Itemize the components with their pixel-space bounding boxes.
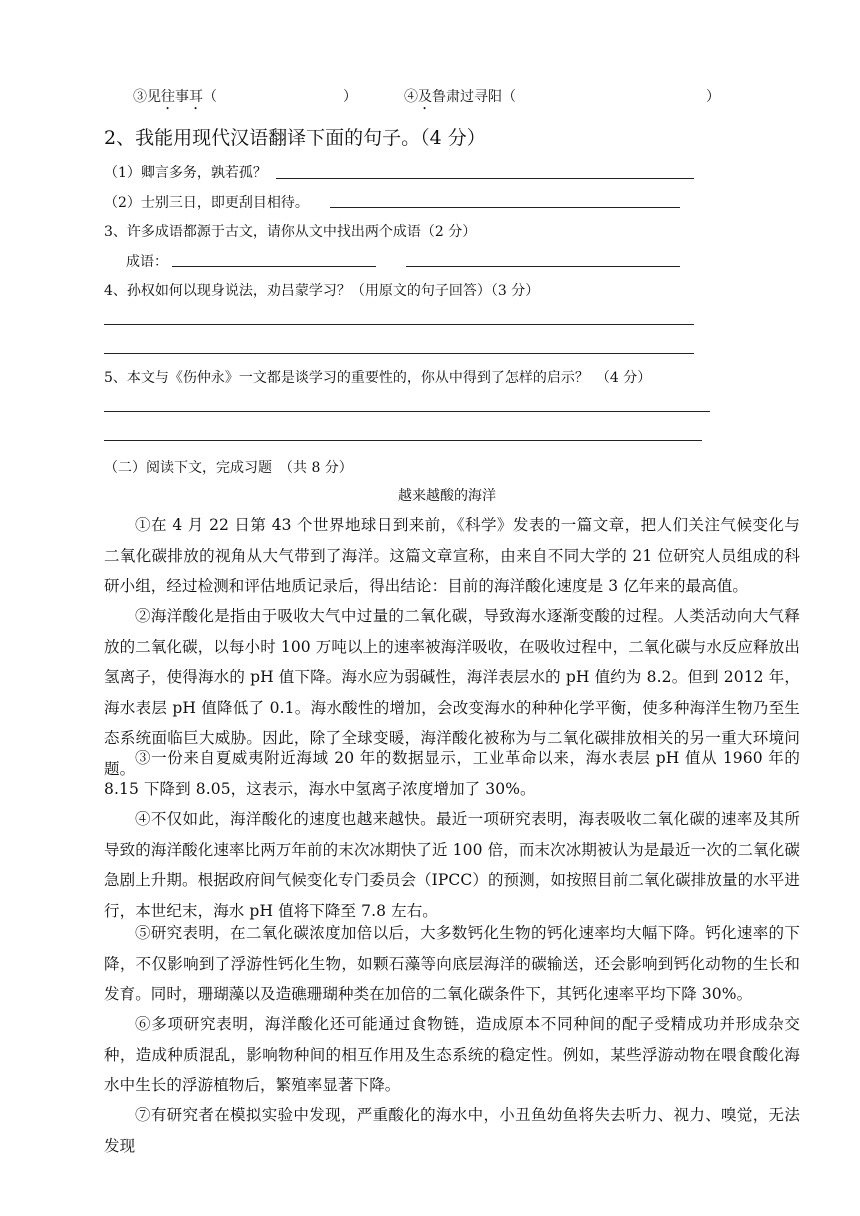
- item-3-paren-open: （: [203, 89, 217, 105]
- article-paragraph-6: ⑥多项研究表明，海洋酸化还可能通过食物链，造成原本不同种间的配子受精成功并形成杂交种，造成种质混乱，影响物种间的相互作用及生态系统的稳定性。例如，某些浮游动物在喂食酸化海水中生长的浮游植物后，繁殖率显著下降。: [104, 1015, 800, 1094]
- item-3-char-plain-b: 事: [175, 89, 189, 105]
- article-paragraph-2: ②海洋酸化是指由于吸收大气中过量的二氧化碳，导致海水逐渐变酸的过程。人类活动向大气释放的二氧化碳，以每小时 100 万吨以上的速率被海洋吸收，在吸收过程中，二氧化碳与水反应释放出氢离子，使得海水的 pH 值下降。海水应为弱碱性，海洋表层水的 pH 值约为 8.2。但到 2012 年，海水表层 pH 值降低了 0.1。海水酸性的增加，会改变海水的种种化学平衡，使多种海洋生物乃至生态系统面临巨大威胁。因此，除了全球变暖，海洋酸化被称为与二氧化碳排放相关的另一重大环境问题。: [104, 607, 800, 778]
- item-4-word-rest: 鲁肃过寻阳: [432, 89, 502, 105]
- q1-item-4: [404, 86, 516, 113]
- q2-sentence-1: （1）卿言多务，孰若孤？: [104, 165, 267, 181]
- q2-answer-line-2[interactable]: [330, 207, 680, 208]
- item-4-char-dotted: 及: [418, 89, 432, 105]
- q2-sentence-2: （2）士别三日，即更刮目相待。: [104, 195, 309, 211]
- item-3-char-dotted-2: 耳: [189, 89, 203, 105]
- item-4-answer-blank-close[interactable]: ）: [706, 89, 720, 105]
- article-title: 越来越酸的海洋: [398, 488, 496, 504]
- article-paragraph-1: ①在 4 月 22 日第 43 个世界地球日到来前，《科学》发表的一篇文章，把人们关注气候变化与二氧化碳排放的视角从大气带到了海洋。这篇文章宣称，由来自不同大学的 21 位研究人员组成的科研小组，经过检测和评估地质记录后，得出结论：目前的海洋酸化速度是 3 亿年来的最高值。: [104, 516, 800, 595]
- article-paragraph-4: ④不仅如此，海洋酸化的速度也越来越快。最近一项研究表明，海表吸收二氧化碳的速率及其所导致的海洋酸化速率比两万年前的末次冰期快了近 100 倍，而末次冰期被认为是最近一次的二氧化碳急剧上升期。根据政府间气候变化专门委员会（IPCC）的预测，如按照目前二氧化碳排放量的水平进行，本世纪末，海水 pH 值将下降至 7.8 左右。: [104, 810, 800, 920]
- item-3-answer-blank-close[interactable]: ）: [343, 89, 357, 105]
- article-paragraph-3: ③一份来自夏威夷附近海域 20 年的数据显示，工业革命以来，海水表层 pH 值从 1960 年的 8.15 下降到 8.05，这表示，海水中氢离子浓度增加了 30%。: [104, 749, 800, 798]
- article-paragraph-7: ⑦有研究者在模拟实验中发现，严重酸化的海水中，小丑鱼幼鱼将失去听力、视力、嗅觉，无法发现: [104, 1106, 800, 1155]
- q3-answer-line-2[interactable]: [406, 266, 680, 267]
- q4-title: 4、孙权如何以现身说法，劝吕蒙学习？（用原文的句子回答）（3 分）: [104, 283, 540, 299]
- section-2-header: （二）阅读下文，完成习题 （共 8 分）: [104, 460, 353, 476]
- q4-answer-line-2[interactable]: [104, 353, 694, 354]
- item-4-prefix: ④: [404, 89, 418, 105]
- item-3-char-dotted-1: 往: [161, 89, 175, 105]
- q3-answer-line-1[interactable]: [172, 266, 376, 267]
- item-3-prefix: ③: [133, 89, 147, 105]
- q5-answer-line-2[interactable]: [104, 440, 702, 441]
- item-4-paren-open: （: [502, 89, 516, 105]
- q4-answer-line-1[interactable]: [104, 324, 694, 325]
- q2-answer-line-1[interactable]: [276, 178, 694, 179]
- q3-title: 3、许多成语都源于古文，请你从文中找出两个成语（2 分）: [104, 224, 477, 240]
- q5-answer-line-1[interactable]: [104, 411, 710, 412]
- q1-item-3: [133, 86, 217, 113]
- q2-title: 2、我能用现代汉语翻译下面的句子。（4 分）: [104, 127, 486, 149]
- article-paragraph-5: ⑤研究表明，在二氧化碳浓度加倍以后，大多数钙化生物的钙化速率均大幅下降。钙化速率的下降，不仅影响到了浮游性钙化生物，如颗石藻等向底层海洋的碳输送，还会影响到钙化动物的生长和发育。同时，珊瑚藻以及造礁珊瑚种类在加倍的二氧化碳条件下，其钙化速率平均下降 30%。: [104, 924, 800, 1003]
- q3-label: 成语：: [126, 254, 168, 270]
- item-3-char-plain-a: 见: [147, 89, 161, 105]
- q5-title: 5、本文与《伤仲永》一文都是谈学习的重要性的，你从中得到了怎样的启示？ （4 分）: [104, 370, 652, 386]
